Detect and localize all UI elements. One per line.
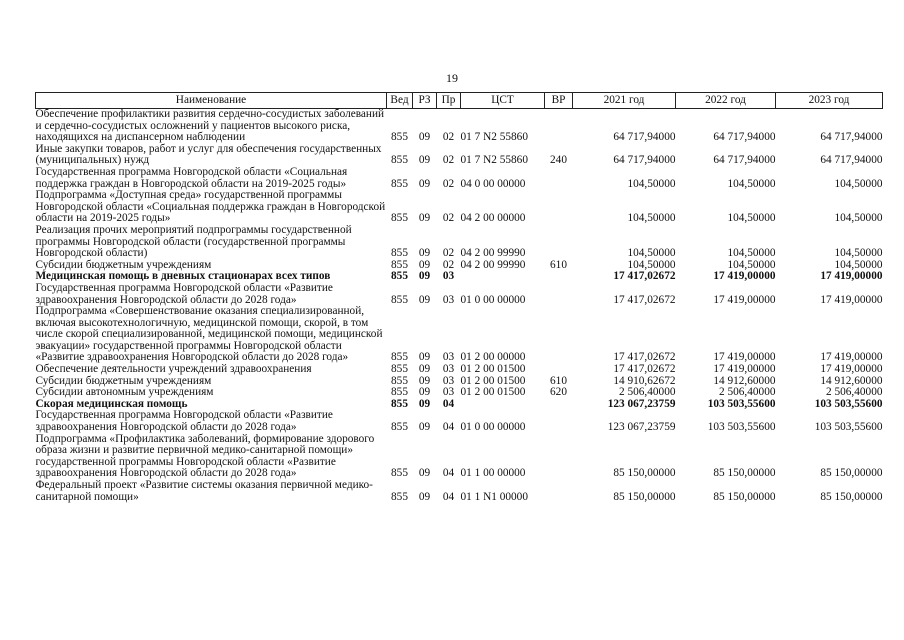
cell-rz: 09	[418, 154, 431, 167]
cell-cst	[461, 399, 545, 411]
cell-2022: 64 717,94000	[713, 154, 776, 167]
cell-pr: 04	[442, 490, 455, 503]
cell-rz: 09	[418, 247, 431, 260]
cell-pr: 02	[442, 131, 455, 144]
cell-name: Обеспечение профилактики развития сердечно-сосудистых заболеваний и сердечно-сосудистых осложнений у пациентов высокого риска, находящихся на диспансерном наблюдении	[35, 108, 385, 144]
cell-pr: 02	[442, 247, 455, 260]
table-row	[36, 364, 883, 376]
cell-2022: 2 506,40000	[719, 386, 776, 399]
col-header-2023: 2023 год	[776, 93, 883, 109]
cell-name: Подпрограмма «Доступная среда» государственной программы Новгородской области «Социальная поддержка граждан в Новгородской области на 2019-2025 годы»	[35, 189, 386, 225]
cell-2023: 85 150,00000	[820, 490, 883, 503]
cell-cst: 04 0 00 00000	[460, 177, 526, 190]
cell-cst: 01 2 00 01500	[460, 374, 526, 387]
cell-2023: 64 717,94000	[820, 154, 883, 167]
table-row	[36, 225, 883, 260]
cell-ved: 855	[391, 270, 408, 283]
cell-2023: 103 503,55600	[814, 397, 883, 410]
cell-vr	[545, 306, 573, 364]
cell-pr: 02	[442, 154, 455, 167]
col-header-name: Наименование	[36, 93, 387, 109]
table-body	[36, 109, 883, 504]
cell-pr: 03	[442, 386, 455, 399]
cell-vr	[545, 271, 573, 283]
cell-ved: 855	[391, 490, 408, 503]
cell-vr	[545, 190, 573, 225]
cell-vr	[545, 364, 573, 376]
cell-2021: 64 717,94000	[613, 154, 676, 167]
cell-vr	[545, 399, 573, 411]
cell-2023: 17 419,00000	[820, 363, 883, 376]
col-header-2021: 2021 год	[573, 93, 676, 109]
cell-name: Подпрограмма «Профилактика заболеваний, формирование здорового образа жизни и развитие первичной медико-санитарной помощи» государственной программы Новгородской области «Развитие здравоохранения Новгородской области до 2028 года»	[35, 432, 375, 480]
cell-2022: 104,50000	[727, 177, 776, 190]
cell-vr: 240	[550, 154, 567, 167]
cell-2023: 17 419,00000	[820, 351, 883, 364]
cell-2023: 104,50000	[834, 177, 883, 190]
cell-cst: 04 2 00 99990	[460, 258, 526, 271]
cell-2021: 104,50000	[627, 258, 676, 271]
cell-name: Скорая медицинская помощь	[35, 397, 188, 410]
cell-name: Государственная программа Новгородской области «Развитие здравоохранения Новгородской области до 2028 года»	[35, 409, 333, 434]
cell-cst: 01 7 N2 55860	[460, 131, 528, 144]
cell-2022: 104,50000	[727, 212, 776, 225]
cell-name: Иные закупки товаров, работ и услуг для обеспечения государственных (муниципальных) нужд	[35, 142, 382, 167]
cell-2022: 14 912,60000	[713, 374, 776, 387]
cell-cst: 04 2 00 00000	[460, 212, 526, 225]
col-header-cst: ЦСТ	[461, 93, 545, 109]
cell-name: Государственная программа Новгородской области «Развитие здравоохранения Новгородской области до 2028 года»	[35, 281, 333, 306]
cell-2021: 2 506,40000	[619, 386, 676, 399]
col-header-rz: РЗ	[413, 93, 437, 109]
cell-2022: 85 150,00000	[713, 467, 776, 480]
cell-vr	[545, 225, 573, 260]
cell-name: Государственная программа Новгородской области «Социальная поддержка граждан в Новгородской области на 2019-2025 годы»	[35, 165, 348, 190]
cell-vr	[545, 434, 573, 480]
cell-rz: 09	[418, 258, 431, 271]
cell-rz: 09	[418, 421, 431, 434]
cell-cst: 01 2 00 01500	[460, 386, 526, 399]
cell-rz: 09	[418, 212, 431, 225]
cell-vr	[545, 410, 573, 433]
cell-2021: 17 417,02672	[613, 351, 676, 364]
cell-rz: 09	[418, 386, 431, 399]
cell-2021: 104,50000	[627, 247, 676, 260]
cell-rz: 09	[418, 351, 431, 364]
cell-2023: 17 419,00000	[820, 293, 883, 306]
cell-2021: 17 417,02672	[613, 363, 676, 376]
cell-pr: 03	[442, 351, 455, 364]
cell-name: Медицинская помощь в дневных стационарах всех типов	[35, 270, 331, 283]
cell-pr: 02	[442, 258, 455, 271]
table-row	[36, 109, 883, 144]
cell-2021: 14 910,62672	[613, 374, 676, 387]
cell-ved: 855	[391, 374, 408, 387]
cell-vr	[545, 109, 573, 144]
cell-ved: 855	[391, 363, 408, 376]
cell-2023: 85 150,00000	[820, 467, 883, 480]
cell-2021: 123 067,23759	[607, 397, 676, 410]
cell-2021: 17 417,02672	[613, 270, 676, 283]
cell-pr: 03	[442, 270, 455, 283]
table-row	[36, 144, 883, 167]
cell-2022: 85 150,00000	[713, 490, 776, 503]
cell-ved: 855	[391, 258, 408, 271]
cell-2022: 17 419,00000	[713, 351, 776, 364]
cell-pr: 03	[442, 363, 455, 376]
cell-pr: 04	[442, 397, 455, 410]
cell-2023: 14 912,60000	[820, 374, 883, 387]
cell-rz: 09	[418, 270, 431, 283]
cell-ved: 855	[391, 177, 408, 190]
cell-rz: 09	[418, 177, 431, 190]
cell-cst: 04 2 00 99990	[460, 247, 526, 260]
cell-rz: 09	[418, 397, 431, 410]
cell-name: Реализация прочих мероприятий подпрограммы государственной программы Новгородской области (государственной программы Новгородской области)	[35, 223, 352, 260]
cell-name: Субсидии автономным учреждениям	[35, 386, 214, 399]
cell-vr: 610	[550, 374, 567, 387]
budget-table	[35, 92, 883, 503]
cell-2023: 2 506,40000	[826, 386, 883, 399]
table-row	[36, 434, 883, 480]
cell-ved: 855	[391, 212, 408, 225]
cell-2021: 64 717,94000	[613, 131, 676, 144]
col-header-2022: 2022 год	[676, 93, 776, 109]
cell-pr: 02	[442, 177, 455, 190]
cell-rz: 09	[418, 293, 431, 306]
cell-2021: 85 150,00000	[613, 490, 676, 503]
col-header-ved: Вед	[387, 93, 413, 109]
cell-name: Подпрограмма «Совершенствование оказания специализированной, включая высокотехнологичную, медицинской помощи, скорой, в том числе скорой специализированной, медицинской помощи, медицинской эвакуации» государственной программы Новгородской области «Развитие здравоохранения Новгородской области до 2028 года»	[35, 305, 383, 364]
cell-cst: 01 2 00 00000	[460, 351, 526, 364]
cell-name: Субсидии бюджетным учреждениям	[35, 258, 212, 271]
table-row	[36, 306, 883, 364]
cell-name: Федеральный проект «Развитие системы оказания первичной медико-санитарной помощи»	[35, 479, 373, 503]
cell-2023: 104,50000	[834, 212, 883, 225]
cell-ved: 855	[391, 154, 408, 167]
cell-cst: 01 1 00 00000	[460, 467, 526, 480]
cell-2022: 17 419,00000	[713, 270, 776, 283]
cell-2022: 104,50000	[727, 247, 776, 260]
cell-2022: 17 419,00000	[713, 363, 776, 376]
cell-rz: 09	[418, 374, 431, 387]
cell-pr: 04	[442, 421, 455, 434]
cell-cst	[461, 271, 545, 283]
cell-2021: 104,50000	[627, 177, 676, 190]
cell-vr: 620	[550, 386, 567, 399]
cell-name: Субсидии бюджетным учреждениям	[35, 374, 212, 387]
cell-pr: 04	[442, 467, 455, 480]
cell-ved: 855	[391, 386, 408, 399]
cell-2023: 64 717,94000	[820, 131, 883, 144]
cell-2023: 17 419,00000	[820, 270, 883, 283]
cell-2023: 104,50000	[834, 247, 883, 260]
table-row	[36, 480, 883, 503]
cell-ved: 855	[391, 131, 408, 144]
cell-cst: 01 2 00 01500	[460, 363, 526, 376]
table-row	[36, 167, 883, 190]
cell-vr	[545, 167, 573, 190]
cell-pr: 02	[442, 212, 455, 225]
table-row	[36, 410, 883, 433]
cell-rz: 09	[418, 467, 431, 480]
cell-ved: 855	[391, 467, 408, 480]
cell-2023: 103 503,55600	[814, 421, 883, 434]
cell-ved: 855	[391, 247, 408, 260]
cell-cst: 01 0 00 00000	[460, 293, 526, 306]
cell-cst: 01 1 N1 00000	[460, 490, 528, 503]
cell-rz: 09	[418, 131, 431, 144]
cell-2022: 64 717,94000	[713, 131, 776, 144]
cell-2021: 17 417,02672	[613, 293, 676, 306]
cell-vr	[545, 283, 573, 306]
cell-ved: 855	[391, 293, 408, 306]
cell-2022: 103 503,55600	[707, 397, 776, 410]
table-row	[36, 283, 883, 306]
col-header-pr: Пр	[437, 93, 461, 109]
cell-2022: 17 419,00000	[713, 293, 776, 306]
cell-pr: 03	[442, 293, 455, 306]
cell-vr: 610	[550, 258, 567, 271]
cell-2023: 104,50000	[834, 258, 883, 271]
cell-ved: 855	[391, 397, 408, 410]
table-header-row	[36, 93, 883, 109]
cell-2022: 103 503,55600	[707, 421, 776, 434]
cell-pr: 03	[442, 374, 455, 387]
cell-vr	[545, 480, 573, 503]
page-number: 19	[446, 71, 458, 85]
cell-cst: 01 7 N2 55860	[460, 154, 528, 167]
cell-name: Обеспечение деятельности учреждений здравоохранения	[35, 363, 312, 376]
cell-2021: 104,50000	[627, 212, 676, 225]
cell-rz: 09	[418, 363, 431, 376]
cell-ved: 855	[391, 351, 408, 364]
cell-rz: 09	[418, 490, 431, 503]
cell-2021: 85 150,00000	[613, 467, 676, 480]
cell-2022: 104,50000	[727, 258, 776, 271]
cell-2021: 123 067,23759	[607, 421, 676, 434]
cell-cst: 01 0 00 00000	[460, 421, 526, 434]
col-header-vr: ВР	[545, 93, 573, 109]
cell-ved: 855	[391, 421, 408, 434]
table-row	[36, 190, 883, 225]
